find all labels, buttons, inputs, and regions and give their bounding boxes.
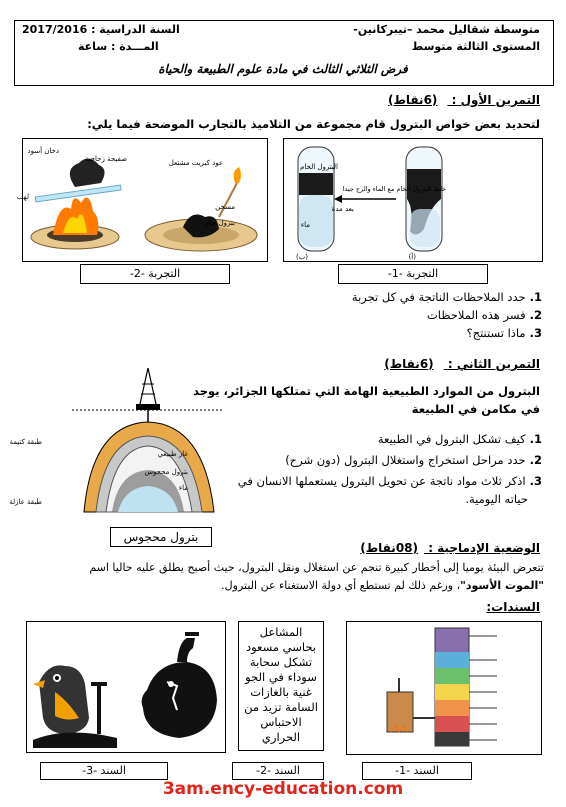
label-fig-water: ماء [178, 484, 188, 492]
sanad1-figure [346, 621, 542, 755]
ex2-q2-num: 2. [529, 453, 542, 467]
sanad3-caption: السند -3- [40, 762, 168, 780]
experiment2-figure [16, 138, 268, 262]
label-black-smoke: دخان أسود [27, 147, 59, 155]
ex1-q3-text: ماذا تستنتج؟ [466, 326, 526, 340]
sanad3-figure [26, 621, 226, 753]
label-tube-a: (أ) [408, 253, 416, 261]
experiment1-figure [283, 138, 543, 262]
ex1-q3-num: 3. [529, 326, 542, 340]
ex1-question-1 [352, 290, 542, 304]
ex1-q1-num: 1. [529, 290, 542, 304]
sanad1-caption: السند -1- [362, 762, 472, 780]
exam-title: فرض الثلاثي الثالث في مادة علوم الطبيعة والحياة [158, 62, 408, 76]
ex1-q2-num: 2. [529, 308, 542, 322]
label-insulating-layer: طبقة عازلة [9, 498, 42, 506]
polluted-bird-illustration [27, 622, 225, 752]
reservoir-caption: بترول محجوس [110, 527, 212, 547]
ex2-q2-text: حدد مراحل استخراج واستغلال البترول (دون شرح) [285, 453, 526, 467]
situation-title: الوضعية الإدماجية : [428, 541, 540, 555]
label-match: عود كبريت مشتعل [168, 159, 223, 167]
ex2-q1-num: 1. [529, 432, 542, 446]
label-glass-plate: صفيحة زجاجية [84, 155, 127, 163]
exercise1-intro: لتحديد بعض خواص البترول قام مجموعة من التلاميذ بالتجارب الموضحة فيما يلي: [87, 117, 540, 131]
exercise2-heading [384, 357, 540, 371]
ex2-question-2 [285, 453, 542, 467]
oil-reservoir-figure [9, 364, 242, 514]
exercise1-title: التمرين الأول : [451, 93, 540, 107]
label-crude-oil: البترول الخام [300, 163, 338, 171]
ex2-q3-text: اذكر ثلاث مواد ناتجة عن تحويل البترول يستعملها الانسان في [237, 474, 526, 488]
label-natural-gas: غاز طبيعي [157, 450, 188, 458]
label-oil: بترول خام [205, 219, 235, 227]
experiment1-caption: التجربة -1- [338, 264, 488, 284]
ex2-question-1 [378, 432, 542, 446]
label-after-period: بعد مدة [331, 205, 354, 213]
label-water: ماء [300, 221, 310, 229]
label-flame: لهب [16, 193, 29, 201]
ex2-q3-num: 3. [529, 474, 542, 488]
ex1-question-3 [467, 326, 542, 340]
situation-line-1: تتعرض البيئة يوميا إلى أخطار كبيرة تنجم عن استغلال ونقل البترول، حيث أصبح يطلق عليه حاليا اسم [89, 561, 544, 574]
label-mix: خلط البترول الخام مع الماء والرج جيدا [342, 185, 446, 193]
exercise1-points: (6نقاط) [387, 93, 438, 107]
black-death-quote: "الموت الأسود" [460, 579, 544, 592]
exercise2-intro-1: البترول من الموارد الطبيعية الهامة التي تمتلكها الجزائر، يوجد [193, 384, 540, 398]
label-tube-b: (ب) [295, 253, 308, 261]
footer-website[interactable]: 3am.ency-education.com [162, 779, 404, 799]
exercise1-heading [388, 93, 540, 107]
situation-line-2-rest: ، ورغم ذلك لم تستطع أي دولة الاستغناء عن البترول. [221, 579, 461, 592]
ex2-question-3-cont: حياته اليومية. [465, 492, 528, 506]
school-name: متوسطة شقاليل محمد –تيبركانين- [353, 23, 540, 36]
ex1-q1-text: حدد الملاحظات الناتجة في كل تجربة [351, 290, 526, 304]
situation-heading [360, 541, 540, 555]
ex1-question-2 [427, 308, 542, 322]
school-year: السنة الدراسية : 2017/2016 [22, 23, 180, 36]
ex2-q1-text: كيف تشكل البترول في الطبيعة [377, 432, 526, 446]
ex2-question-3 [238, 474, 542, 488]
sanad2-caption: السند -2- [232, 762, 324, 780]
situation-line-2 [221, 579, 544, 592]
exercise2-intro-2: في مكامن في الطبيعة [411, 402, 540, 416]
label-dense-layer: طبقة كتيمة [9, 438, 42, 446]
documents-heading: السندات: [486, 600, 540, 614]
label-trapped-oil: بترول محجوس [144, 468, 188, 476]
sanad2-text: المشاعل بحاسي مسعود تشكل سحابة سوداء في الجو غنية بالغازات السامة تزيد من الاحتباس الحراري [238, 621, 324, 751]
grade-level: المستوى الثالثة متوسط [411, 40, 540, 53]
distillation-tower [347, 622, 541, 754]
exercise2-title: التمرين الثاني : [447, 357, 540, 371]
ex1-q2-text: فسر هذه الملاحظات [426, 308, 526, 322]
exercise2-points: (6نقاط) [384, 357, 434, 371]
experiment2-caption: التجربة -2- [80, 264, 230, 284]
exam-duration: المـــدة : ساعة [78, 40, 159, 53]
experiment2-illustration [16, 139, 267, 261]
situation-points: (08نقاط) [360, 541, 418, 555]
experiment1-illustration [284, 139, 542, 261]
label-heated: مسخن [215, 203, 235, 211]
